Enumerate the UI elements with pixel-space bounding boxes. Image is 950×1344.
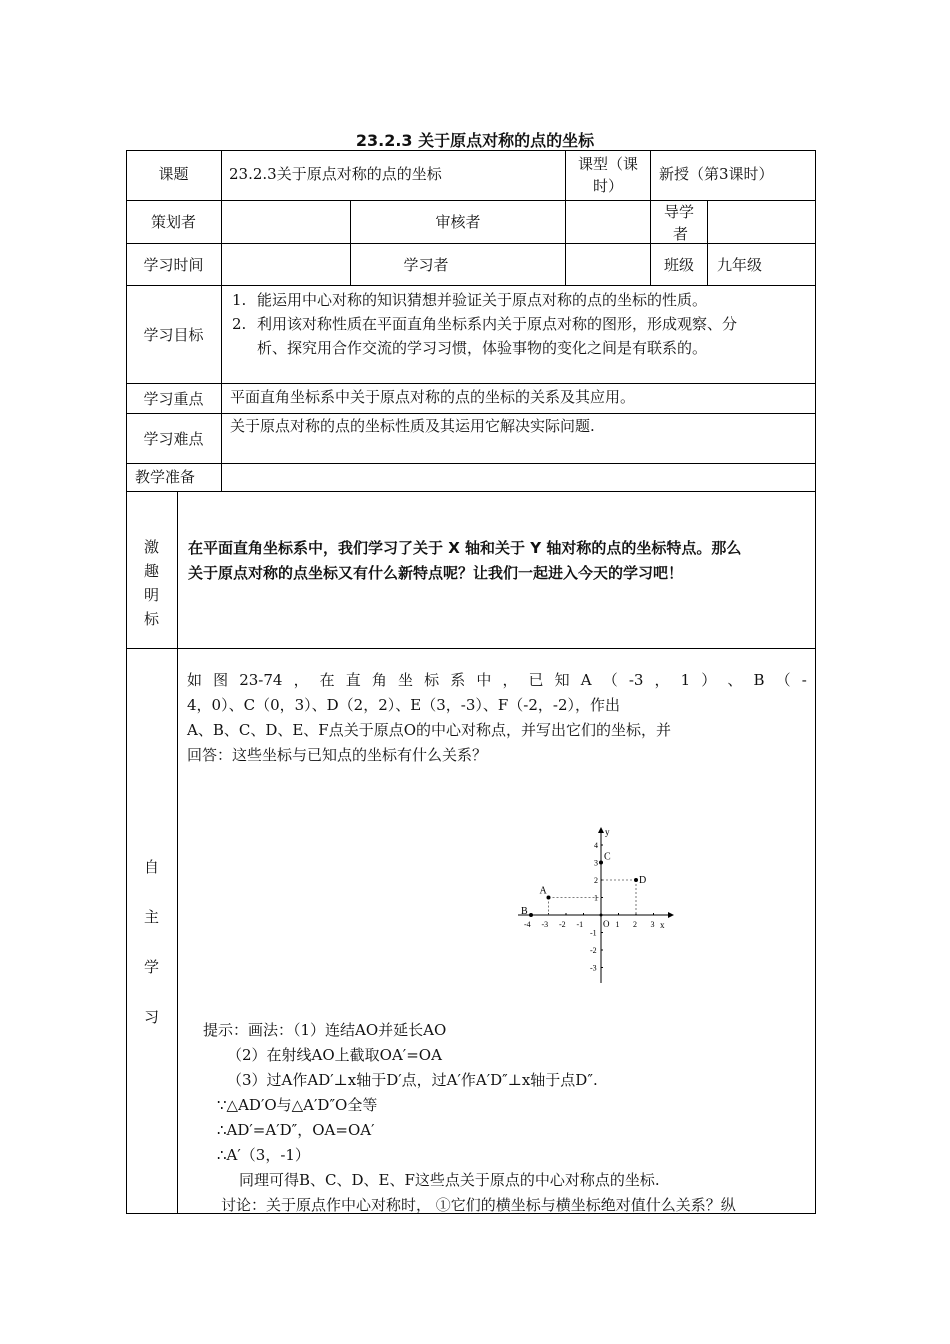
y-tick-label: 1 bbox=[594, 893, 598, 903]
study-time-label: 学习时间 bbox=[143, 256, 204, 274]
goal-item-1 bbox=[232, 288, 737, 312]
problem-word: 中 bbox=[476, 671, 492, 689]
point-label: A bbox=[539, 885, 547, 897]
x-tick-label: -1 bbox=[576, 920, 584, 929]
key-point-text: 平面直角坐标系中关于原点对称的点的坐标的关系及其应用。 bbox=[230, 388, 636, 406]
hint-line-4: ∵△AD′O与△A′D″O全等 bbox=[217, 1096, 378, 1114]
problem-word: 标 bbox=[424, 671, 440, 689]
self-study-label-char-3: 学 bbox=[143, 958, 159, 976]
guide-label-line2: 者 bbox=[673, 225, 689, 243]
goal-item-2-cont: 析、探究用合作交流的学习习惯，体验事物的变化之间是有联系的。 bbox=[257, 339, 708, 357]
goals-list bbox=[232, 288, 737, 360]
problem-word: ， bbox=[654, 671, 670, 689]
topic-label: 课题 bbox=[158, 165, 189, 183]
point-label: C bbox=[604, 851, 611, 863]
problem-word: 知 bbox=[554, 671, 570, 689]
lesson-type-label-line2: 时） bbox=[592, 177, 623, 195]
problem-word: 已 bbox=[528, 671, 544, 689]
x-axis-label: x bbox=[660, 920, 665, 930]
problem-word: ， bbox=[293, 671, 309, 689]
problem-word: 、 bbox=[727, 671, 743, 689]
self-study-label-char-1: 自 bbox=[143, 858, 159, 876]
reviewer-label: 审核者 bbox=[435, 213, 481, 231]
problem-line-1 bbox=[187, 668, 807, 693]
hint-line-3: （3）过A作AD′⊥x轴于D′点，过A′作A′D″⊥x轴于点D″. bbox=[227, 1071, 598, 1089]
lesson-type-label bbox=[566, 153, 650, 197]
x-axis-arrow bbox=[668, 912, 674, 918]
point-label: D bbox=[639, 875, 647, 886]
problem-word: 坐 bbox=[398, 671, 414, 689]
guide-label bbox=[664, 201, 694, 245]
problem-word: -3 bbox=[628, 671, 644, 689]
hint-line-6: ∴A′（3，-1） bbox=[217, 1146, 310, 1164]
x-tick-label: -3 bbox=[541, 920, 549, 929]
goals-label: 学习目标 bbox=[143, 326, 204, 344]
problem-line-2: 4，0）、C（0，3）、D（2，2）、E（3，-3）、F（-2，-2），作出 bbox=[187, 696, 621, 714]
learner-label: 学习者 bbox=[403, 256, 449, 274]
problem-word: 图 bbox=[213, 671, 229, 689]
x-tick-label: 2 bbox=[633, 920, 637, 929]
y-tick-label: -3 bbox=[590, 963, 597, 973]
problem-word: 如 bbox=[187, 671, 203, 689]
class-value: 九年级 bbox=[717, 256, 763, 274]
hint-line-2: （2）在射线AO上截取OA′=OA bbox=[227, 1046, 442, 1064]
y-tick-label: -1 bbox=[590, 928, 597, 938]
problem-text bbox=[187, 668, 807, 768]
problem-word: - bbox=[801, 671, 807, 689]
goal-item-2-text: 利用该对称性质在平面直角坐标系内关于原点对称的图形，形成观察、分 bbox=[257, 315, 738, 333]
guide-label-line1: 导学 bbox=[664, 203, 695, 221]
goal-item-1-text: 能运用中心对称的知识猜想并验证关于原点对称的点的坐标的性质。 bbox=[257, 291, 708, 309]
interest-text-line2: 关于原点对称的点坐标又有什么新特点呢？让我们一起进入今天的学习吧！ bbox=[188, 564, 684, 582]
lesson-type-value: 新授（第3课时） bbox=[659, 165, 774, 183]
problem-word: 角 bbox=[371, 671, 387, 689]
x-tick-label: 1 bbox=[615, 920, 620, 929]
point-c bbox=[599, 861, 603, 865]
interest-label-char-2: 趣 bbox=[143, 562, 159, 580]
point-b bbox=[529, 913, 533, 917]
problem-word: A bbox=[580, 671, 592, 689]
hint-line-8: 讨论：关于原点作中心对称时， ①它们的横坐标与横坐标绝对值什么关系？纵 bbox=[221, 1196, 736, 1214]
problem-word: （ bbox=[602, 671, 618, 689]
y-axis-arrow bbox=[598, 827, 604, 833]
problem-word: ， bbox=[502, 671, 518, 689]
problem-word: 直 bbox=[345, 671, 361, 689]
y-tick-label: 2 bbox=[594, 876, 598, 885]
goal-item-2-number: 2. bbox=[232, 315, 247, 333]
topic-value: 23.2.3关于原点对称的点的坐标 bbox=[229, 165, 442, 183]
goal-item-1-number: 1. bbox=[232, 291, 247, 309]
key-point-label: 学习重点 bbox=[143, 390, 204, 408]
difficulty-label: 学习难点 bbox=[143, 430, 204, 448]
goal-item-2 bbox=[232, 312, 737, 336]
y-tick-label: 4 bbox=[594, 841, 598, 850]
y-tick-label: -2 bbox=[590, 946, 597, 955]
coordinate-graph bbox=[510, 825, 680, 985]
point-a bbox=[547, 896, 551, 900]
x-tick-label: -4 bbox=[524, 920, 531, 929]
point-label: B bbox=[521, 906, 528, 917]
problem-word: （ bbox=[775, 671, 791, 689]
preparation-label: 教学准备 bbox=[135, 468, 196, 486]
problem-line-4: 回答：这些坐标与已知点的坐标有什么关系？ bbox=[187, 746, 488, 764]
self-study-label-char-2: 主 bbox=[143, 908, 159, 926]
interest-label-char-3: 明 bbox=[143, 586, 159, 604]
hint-line-5: ∴AD′=A′D″，OA=OA′ bbox=[217, 1121, 375, 1139]
origin-label: O bbox=[603, 919, 610, 929]
hint-block bbox=[203, 1018, 736, 1218]
page-title: 23.2.3 关于原点对称的点的坐标 bbox=[355, 131, 595, 150]
problem-word: ） bbox=[701, 671, 717, 689]
problem-word: B bbox=[753, 671, 765, 689]
y-tick-label: 3 bbox=[594, 858, 598, 868]
problem-line-3: A、B、C、D、E、F点关于原点O的中心对称点，并写出它们的坐标，并 bbox=[187, 721, 672, 739]
class-label: 班级 bbox=[663, 256, 694, 274]
interest-text bbox=[188, 536, 741, 586]
interest-label-char-1: 激 bbox=[143, 538, 159, 556]
difficulty-text: 关于原点对称的点的坐标性质及其运用它解决实际问题. bbox=[230, 417, 595, 435]
problem-word: 系 bbox=[450, 671, 466, 689]
x-tick-label: 3 bbox=[650, 920, 655, 929]
problem-word: 1 bbox=[680, 671, 691, 689]
problem-word: 在 bbox=[319, 671, 335, 689]
hint-line-7: 同理可得B、C、D、E、F这些点关于原点的中心对称点的坐标. bbox=[239, 1171, 660, 1189]
problem-word: 23-74 bbox=[239, 671, 283, 689]
hint-line-1: 提示：画法：（1）连结AO并延长AO bbox=[203, 1021, 447, 1039]
point-d bbox=[634, 878, 638, 882]
interest-label-char-4: 标 bbox=[143, 610, 159, 628]
self-study-label bbox=[126, 855, 177, 1030]
self-study-label-char-4: 习 bbox=[143, 1008, 159, 1026]
lesson-type-label-line1: 课型（课 bbox=[577, 155, 638, 173]
x-tick-label: -2 bbox=[559, 920, 566, 929]
origin-point bbox=[600, 914, 603, 917]
interest-text-line1: 在平面直角坐标系中，我们学习了关于 X 轴和关于 Y 轴对称的点的坐标特点。那么 bbox=[188, 539, 742, 557]
planner-label: 策划者 bbox=[150, 213, 196, 231]
y-axis-label: y bbox=[605, 827, 610, 837]
interest-label bbox=[126, 535, 177, 631]
